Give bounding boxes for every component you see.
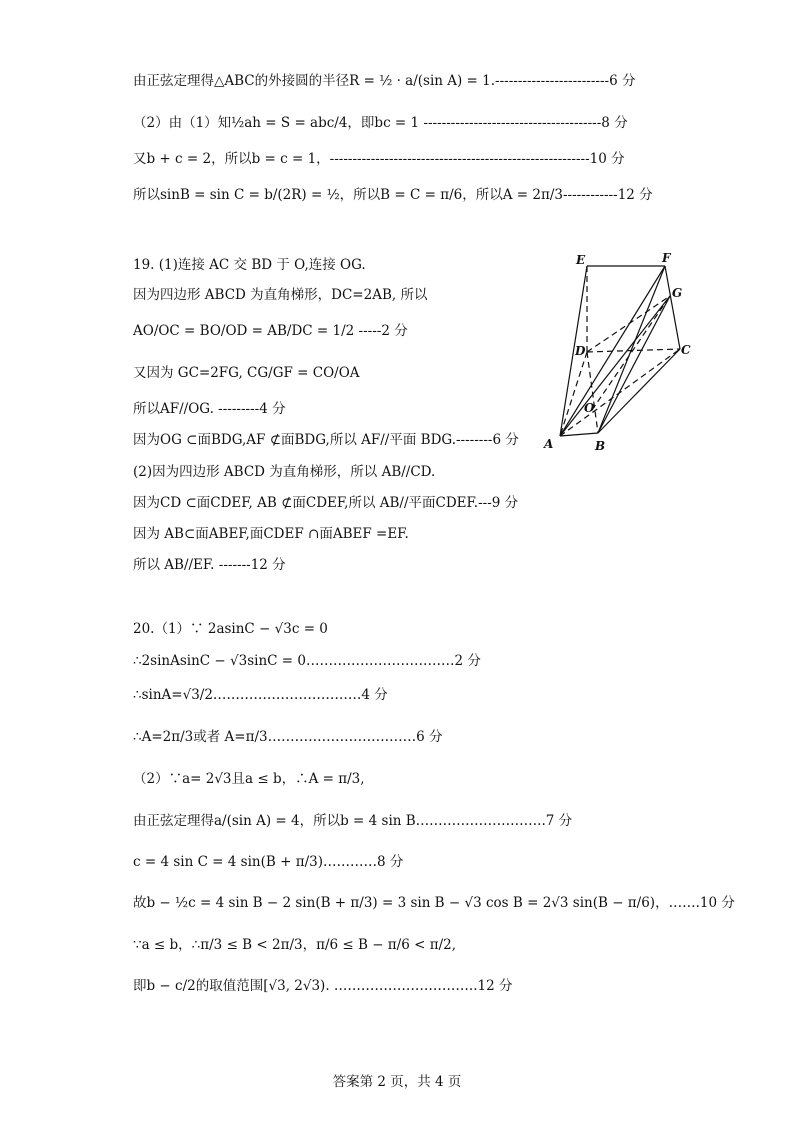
text-line-2: （2）由（1）知½ah = S = abc/4，即bc = 1 ---------------------------------------8 分 — [133, 115, 628, 131]
text-line-12: 因为CD ⊂面CDEF, AB ⊄面CDEF,所以 AB//平面CDEF.---9 分 — [133, 495, 519, 511]
text-line-18: ∴A=2π/3或者 A=π/3……………………………6 分 — [133, 729, 443, 745]
label-B: B — [595, 439, 606, 453]
edge-FB — [598, 266, 665, 433]
edge-FC — [665, 266, 683, 349]
text-line-14: 所以 AB//EF. -------12 分 — [133, 557, 286, 573]
label-G: G — [672, 286, 683, 300]
text-line-17: ∴sinA=√3/2……………………………4 分 — [133, 687, 388, 703]
edge-DB — [587, 352, 598, 433]
text-line-19: （2）∵a= 2√3且a ≤ b，∴A = π/3, — [133, 771, 365, 787]
text-line-23: ∵a ≤ b，∴π/3 ≤ B < 2π/3，π/6 ≤ B − π/6 < π/2, — [133, 937, 457, 953]
label-F: F — [662, 251, 671, 265]
text-line-20: 由正弦定理得a/(sin A) = 4，所以b = 4 sin B………………………..7 分 — [133, 813, 573, 829]
edge-DG — [587, 296, 670, 352]
label-O: O — [584, 401, 595, 415]
text-line-4: 所以sinB = sin C = b/(2R) = ½，所以B = C = π/6，所以A = 2π/3------------12 分 — [133, 187, 653, 203]
text-line-9: 所以AF//OG. ---------4 分 — [133, 401, 286, 417]
label-E: E — [576, 253, 586, 267]
text-line-1: 由正弦定理得△ABC的外接圆的半径R = ½ · a/(sin A) = 1.-------------------------6 分 — [133, 73, 636, 89]
geometry-figure — [540, 250, 700, 460]
label-C: C — [681, 343, 691, 357]
text-line-10: 因为OG ⊂面BDG,AF ⊄面BDG,所以 AF//平面 BDG.--------6 分 — [133, 432, 519, 448]
text-line-6: 因为四边形 ABCD 为直角梯形，DC=2AB, 所以 — [133, 287, 428, 303]
edge-OG — [592, 296, 670, 410]
edge-AB — [560, 433, 598, 436]
label-A: A — [544, 437, 554, 451]
text-line-21: c = 4 sin C = 4 sin(B + π/3)…………8 分 — [133, 854, 404, 870]
text-line-15: 20.（1）∵ 2asinC − √3c = 0 — [133, 621, 328, 637]
text-line-13: 因为 AB⊂面ABEF,面CDEF ∩面ABEF =EF. — [133, 526, 409, 542]
page-footer: 答案第 2 页，共 4 页 — [332, 1074, 462, 1090]
text-line-11: (2)因为四边形 ABCD 为直角梯形，所以 AB//CD. — [133, 464, 436, 480]
edge-AC — [560, 349, 680, 436]
edge-BC — [598, 349, 680, 433]
edge-DA — [560, 352, 587, 436]
text-line-7: AO/OC = BO/OD = AB/DC = 1/2 -----2 分 — [133, 323, 408, 339]
text-line-3: 又b + c = 2，所以b = c = 1，---------------------------------------------------------10 分 — [133, 151, 625, 167]
text-line-8: 又因为 GC=2FG, CG/GF = CO/OA — [133, 365, 360, 381]
text-line-5: 19. (1)连接 AC 交 BD 于 O,连接 OG. — [133, 257, 366, 273]
text-line-24: 即b − c/2的取值范围[√3, 2√3). …………………………..12 分 — [133, 978, 513, 994]
text-line-22: 故b − ½c = 4 sin B − 2 sin(B + π/3) = 3 sin B − √3 cos B = 2√3 sin(B − π/6)，…….10 分 — [133, 895, 735, 911]
text-line-16: ∴2sinAsinC − √3sinC = 0……………………………2 分 — [133, 653, 481, 669]
label-D: D — [575, 344, 586, 358]
